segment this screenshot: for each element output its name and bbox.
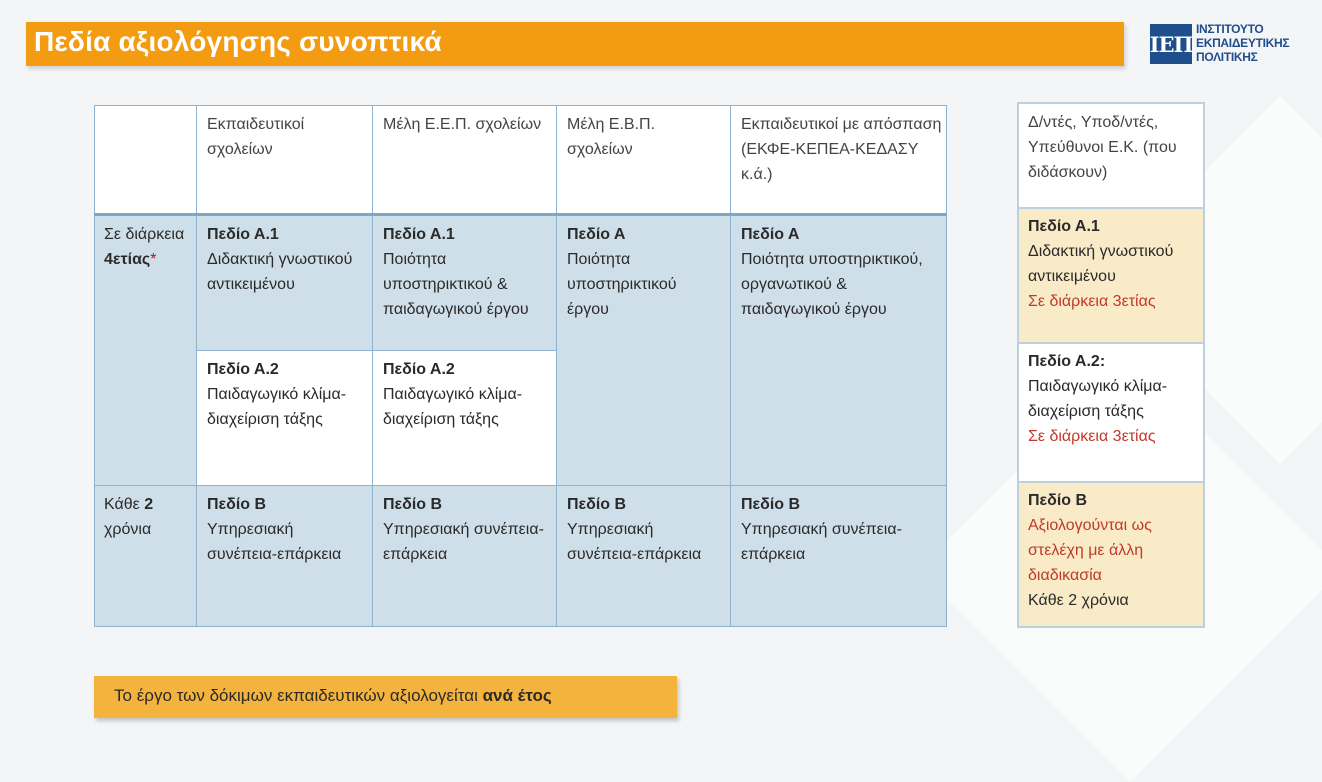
field-note: Σε διάρκεια 3ετίας [1028,293,1156,310]
field-text: Παιδαγωγικό κλίμα-διαχείριση τάξης [383,386,523,428]
cell-eep-a2 [373,350,557,485]
field-text: Διδακτική γνωστικού αντικειμένου [1028,243,1174,285]
grid-line [372,105,373,627]
field-title: Πεδίο Β [383,496,443,513]
managers-b [1019,483,1203,626]
cell-teachers-b [197,485,373,627]
logo-line: ΠΟΛΙΤΙΚΗΣ [1196,50,1258,64]
field-text: Ποιότητα υποστηρικτικού & παιδαγωγικού έργου [383,251,529,318]
cell-eep-b [373,485,557,627]
field-title: Πεδίο Α.2 [207,361,279,378]
row-label-text: χρόνια [104,521,152,538]
grid-line [946,105,947,627]
logo-mark: ΙΕΠ [1150,24,1192,64]
footnote-star: * [150,251,157,268]
field-title: Πεδίο Β [567,496,627,513]
row-label-4years [94,215,197,485]
field-text: Ποιότητα υποστηρικτικού, οργανωτικού & παιδαγωγικού έργου [741,251,923,318]
header-teachers: Εκπαιδευτικοί σχολείων [197,105,373,215]
row-label-text: Κάθε [104,496,140,513]
grid-line [94,105,947,106]
grid-line [94,213,947,216]
iep-logo [1150,22,1310,66]
row-label-bold: 4ετίας [104,251,151,268]
field-text: Παιδαγωγικό κλίμα-διαχείριση τάξης [207,386,347,428]
field-title: Πεδίο Α [567,226,626,243]
title-bar [26,22,1124,66]
grid-line [197,350,557,351]
field-text: Υπηρεσιακή συνέπεια-επάρκεια [567,521,702,563]
managers-a2 [1019,344,1203,481]
note-bold: ανά έτος [482,686,552,705]
note-text: Το έργο των δόκιμων εκπαιδευτικών αξιολογείται [114,686,478,705]
managers-a1 [1019,209,1203,342]
field-text: Ποιότητα υποστηρικτικού έργου [567,251,677,318]
page-title: Πεδία αξιολόγησης συνοπτικά [34,26,442,57]
field-title: Πεδίο Α [741,226,800,243]
field-text: Παιδαγωγικό κλίμα-διαχείριση τάξης [1028,378,1168,420]
table-corner [94,105,197,215]
grid-line [730,105,731,627]
cell-teachers-a1 [197,215,373,350]
field-text: Υπηρεσιακή συνέπεια-επάρκεια [383,521,544,563]
row-label-bold: 2 [144,496,154,513]
logo-line: ΕΚΠΑΙΔΕΥΤΙΚΗΣ [1196,36,1290,50]
field-title: Πεδίο Α.1 [1028,218,1100,235]
field-text: Διδακτική γνωστικού αντικειμένου [207,251,353,293]
logo-line: ΙΝΣΤΙΤΟΥΤΟ [1196,22,1264,36]
field-title: Πεδίο Β [741,496,801,513]
row-label-2years [94,485,197,627]
field-text: Υπηρεσιακή συνέπεια-επάρκεια [741,521,902,563]
field-title: Πεδίο Β [1028,492,1088,509]
managers-table [1017,102,1205,628]
grid-line [94,485,947,486]
probationary-note [94,676,677,718]
cell-ebp-b [557,485,731,627]
field-title: Πεδίο Α.2: [1028,353,1106,370]
grid-line [196,105,197,627]
field-title: Πεδίο Α.2 [383,361,455,378]
field-title: Πεδίο Α.1 [383,226,455,243]
managers-header: Δ/ντές, Υποδ/ντές, Υπεύθυνοι Ε.Κ. (που διδάσκουν) [1019,104,1203,207]
field-title: Πεδίο Α.1 [207,226,279,243]
cell-eep-a1 [373,215,557,350]
field-title: Πεδίο Β [207,496,267,513]
header-eep: Μέλη Ε.Ε.Π. σχολείων [373,105,557,215]
header-seconded: Εκπαιδευτικοί με απόσπαση (ΕΚΦΕ-ΚΕΠΕΑ-ΚΕΔΑΣΥ κ.ά.) [731,105,947,215]
grid-line [556,105,557,627]
field-text: Υπηρεσιακή συνέπεια-επάρκεια [207,521,342,563]
field-note: Σε διάρκεια 3ετίας [1028,428,1156,445]
cell-seconded-a [731,215,947,485]
field-text: Κάθε 2 χρόνια [1028,592,1129,609]
cell-ebp-a [557,215,731,485]
grid-line [94,626,947,627]
logo-text [1196,22,1316,64]
row-label-text: Σε διάρκεια [104,226,185,243]
cell-seconded-b [731,485,947,627]
cell-teachers-a2 [197,350,373,485]
grid-line [94,105,95,627]
field-note: Αξιολογούνται ως στελέχη με άλλη διαδικασία [1028,517,1152,584]
header-ebp: Μέλη Ε.Β.Π. σχολείων [557,105,731,215]
